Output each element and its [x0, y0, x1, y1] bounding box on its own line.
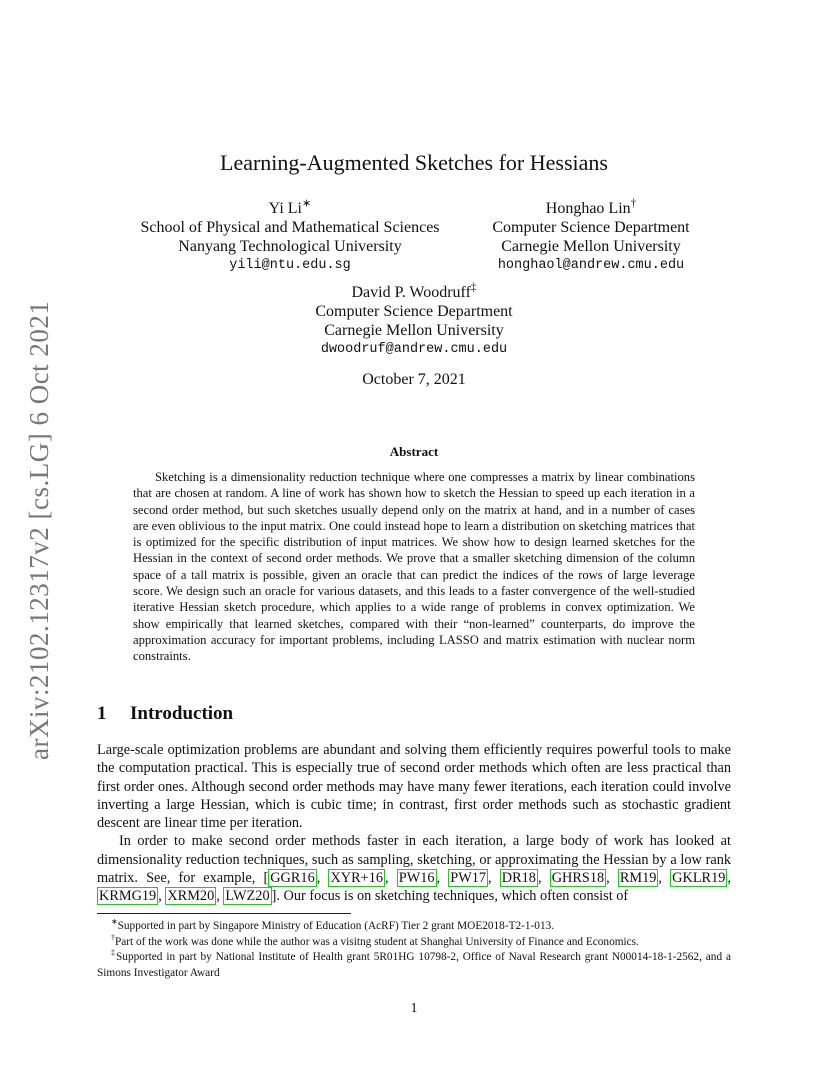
- citation-link[interactable]: GHRS18: [551, 870, 605, 887]
- author-block-1: [120, 199, 460, 275]
- citation-link[interactable]: KRMG19: [99, 888, 157, 905]
- section-heading: [97, 703, 233, 725]
- paragraph-2-text: In order to make second order methods faster in each iteration, a large body of work has looked at dimensionality reduction techniques, such as sampling, sketching, or approximating the Hessian by a low rank matrix. See, for example,: [97, 833, 731, 887]
- footnote-3: [97, 950, 731, 981]
- paragraph-2: In order to make second order methods faster in each iteration, a large body of work has looked at dimensionality reduction techniques, such as sampling, sketching, or approximating the Hessian by a low rank matrix. See, for example, [ GGR16 , XYR+16 , PW16 , PW17 , DR18 , GHRS18 , RM19 , GKLR19 , KRMG19 , XRM20 , LWZ20 ]. Our focus is on sketching techniques, which often consist of: [97, 833, 731, 905]
- paper-date: October 7, 2021: [362, 371, 466, 388]
- footnotes: [97, 919, 731, 981]
- section-title: Introduction: [130, 703, 234, 724]
- abstract-heading: Abstract: [389, 444, 439, 459]
- paragraph-1: Large-scale optimization problems are abundant and solving them efficiently requires powerful tools to make the computation practical. This is especially true of second order methods which often are less practical than first order ones. Although second order methods may have many fewer iterations, each iteration could involve inverting a large Hessian, which is cubic time; in contrast, first order methods such as stochastic gradient descent are linear time per iteration.: [97, 742, 731, 832]
- footnote-2: [97, 932, 731, 951]
- abstract-body: Sketching is a dimensionality reduction technique where one compresses a matrix by linear combinations that are chosen at random. A line of work has shown how to sketch the Hessian to speed up each iteration in a second order method, but such sketches usually depend only on the matrix at hand, and in a number of cases are even oblivious to the input matrix. One could instead hope to learn a distribution on sketching matrices that is optimized for the specific distribution of input matrices. We show how to design learned sketches for the Hessian in the context of second order methods. We prove that a smaller sketching dimension of the column space of a tall matrix is possible, given an oracle that can predict the indices of the rows of large leverage score. We design such an oracle for various datasets, and this leads to a faster convergence of the well-studied iterative Hessian sketch procedure, which applies to a wide range of problems in convex optimization. We show empirically that learned sketches, compared with their “non-learned” counterparts, do improve the approximation accuracy for important problems, including LASSO and matrix estimation with nuclear norm constraints.: [133, 470, 695, 664]
- citation-link[interactable]: PW17: [450, 870, 487, 887]
- author-affiliation: Carnegie Mellon University: [501, 238, 681, 255]
- author-footnote-mark: ∗: [301, 197, 312, 210]
- author-email[interactable]: yili@ntu.edu.sg: [229, 258, 351, 273]
- author-affiliation: Computer Science Department: [492, 219, 690, 236]
- author-affiliation: Nanyang Technological University: [178, 238, 402, 255]
- author-affiliation: School of Physical and Mathematical Sciences: [140, 219, 440, 236]
- author-email[interactable]: dwoodruf@andrew.cmu.edu: [320, 342, 508, 357]
- author-block-3: [284, 283, 544, 359]
- footnote-1: [97, 919, 731, 935]
- author-block-2: [470, 199, 712, 275]
- author-name: Yi Li: [268, 200, 302, 217]
- author-affiliation: Carnegie Mellon University: [324, 322, 504, 339]
- footnote-mark: †: [111, 932, 115, 942]
- citation-link[interactable]: GGR16: [270, 870, 315, 887]
- citation-link[interactable]: PW16: [398, 870, 435, 887]
- footnote-mark: ‡: [111, 948, 117, 958]
- footnote-text: Part of the work was done while the author was a visitng student at Shanghai University of Finance and Economics.: [114, 935, 639, 948]
- footnote-mark: ∗: [111, 917, 118, 927]
- citation-link[interactable]: GKLR19: [672, 870, 726, 887]
- introduction-body: [97, 741, 731, 906]
- citation-link[interactable]: XYR+16: [330, 870, 384, 887]
- citation-link[interactable]: RM19: [619, 870, 657, 887]
- page-number: 1: [410, 1001, 418, 1016]
- author-footnote-mark: ‡: [470, 281, 477, 294]
- author-email[interactable]: honghaol@andrew.cmu.edu: [497, 258, 685, 273]
- footnote-text: Supported in part by National Institute of Health grant 5R01HG 10798-2, Office of Naval Research grant N00014-18-1-2562, and a Simons Investigator Award: [97, 951, 731, 979]
- footnote-divider: [97, 913, 351, 914]
- author-footnote-mark: †: [630, 197, 637, 210]
- citation-link[interactable]: XRM20: [167, 888, 215, 905]
- section-number: 1: [97, 703, 107, 724]
- author-name: Honghao Lin: [545, 200, 631, 217]
- paragraph-2-tail: . Our focus is on sketching techniques, which often consist of: [276, 888, 629, 905]
- arxiv-identifier-stamp: arXiv:2102.12317v2 [cs.LG] 6 Oct 2021: [24, 300, 54, 760]
- footnote-text: Supported in part by Singapore Ministry of Education (AcRF) Tier 2 grant MOE2018-T2-1-013.: [117, 920, 555, 932]
- author-name: David P. Woodruff: [351, 284, 471, 301]
- citation-link[interactable]: DR18: [501, 870, 536, 887]
- author-affiliation: Computer Science Department: [315, 303, 513, 320]
- citation-link[interactable]: LWZ20: [225, 888, 270, 905]
- paper-title: Learning-Augmented Sketches for Hessians: [220, 150, 608, 175]
